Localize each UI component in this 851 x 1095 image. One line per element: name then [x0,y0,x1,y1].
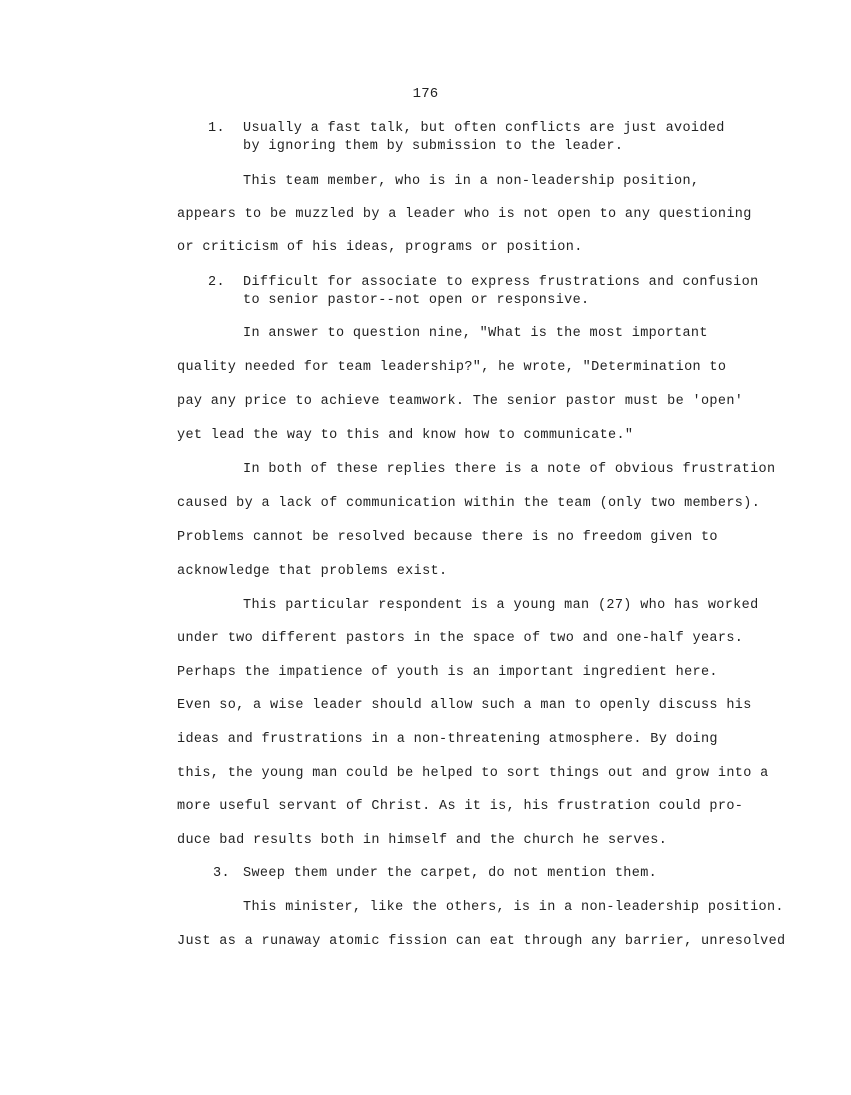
paragraph-2-line-4: yet lead the way to this and know how to communicate." [177,428,634,443]
list-number-2: 2. [208,275,225,290]
paragraph-4-line-8: duce bad results both in himself and the church he serves. [177,833,668,848]
paragraph-1-line-1: This team member, who is in a non-leadership position, [243,174,700,189]
paragraph-2-line-3: pay any price to achieve teamwork. The senior pastor must be 'open' [177,394,744,409]
list-number-1: 1. [208,121,225,136]
paragraph-4-line-6: this, the young man could be helped to sort things out and grow into a [177,766,769,781]
paragraph-3-line-3: Problems cannot be resolved because there is no freedom given to [177,530,718,545]
list-item-2-line-1: Difficult for associate to express frustrations and confusion [243,275,759,290]
page-number: 176 [412,86,439,102]
paragraph-4-line-4: Even so, a wise leader should allow such a man to openly discuss his [177,698,752,713]
paragraph-1-line-2: appears to be muzzled by a leader who is not open to any questioning [177,207,752,222]
paragraph-4-line-3: Perhaps the impatience of youth is an important ingredient here. [177,665,718,680]
list-item-1-line-1: Usually a fast talk, but often conflicts are just avoided [243,121,725,136]
paragraph-5-line-2: Just as a runaway atomic fission can eat through any barrier, unresolved [177,934,786,949]
paragraph-1-line-3: or criticism of his ideas, programs or position. [177,240,583,255]
paragraph-3-line-1: In both of these replies there is a note of obvious frustration [243,462,776,477]
paragraph-3-line-2: caused by a lack of communication within the team (only two members). [177,496,761,511]
paragraph-2-line-2: quality needed for team leadership?", he wrote, "Determination to [177,360,727,375]
paragraph-4-line-1: This particular respondent is a young man (27) who has worked [243,598,759,613]
paragraph-5-line-1: This minister, like the others, is in a non-leadership position. [243,900,784,915]
list-number-3: 3. [213,866,230,881]
paragraph-3-line-4: acknowledge that problems exist. [177,564,448,579]
list-item-3-line-1: Sweep them under the carpet, do not mention them. [243,866,658,881]
paragraph-4-line-7: more useful servant of Christ. As it is, his frustration could pro- [177,799,744,814]
list-item-2-line-2: to senior pastor--not open or responsive. [243,293,590,308]
paragraph-2-line-1: In answer to question nine, "What is the most important [243,326,708,341]
list-item-1-line-2: by ignoring them by submission to the leader. [243,139,624,154]
paragraph-4-line-5: ideas and frustrations in a non-threatening atmosphere. By doing [177,732,718,747]
paragraph-4-line-2: under two different pastors in the space of two and one-half years. [177,631,744,646]
